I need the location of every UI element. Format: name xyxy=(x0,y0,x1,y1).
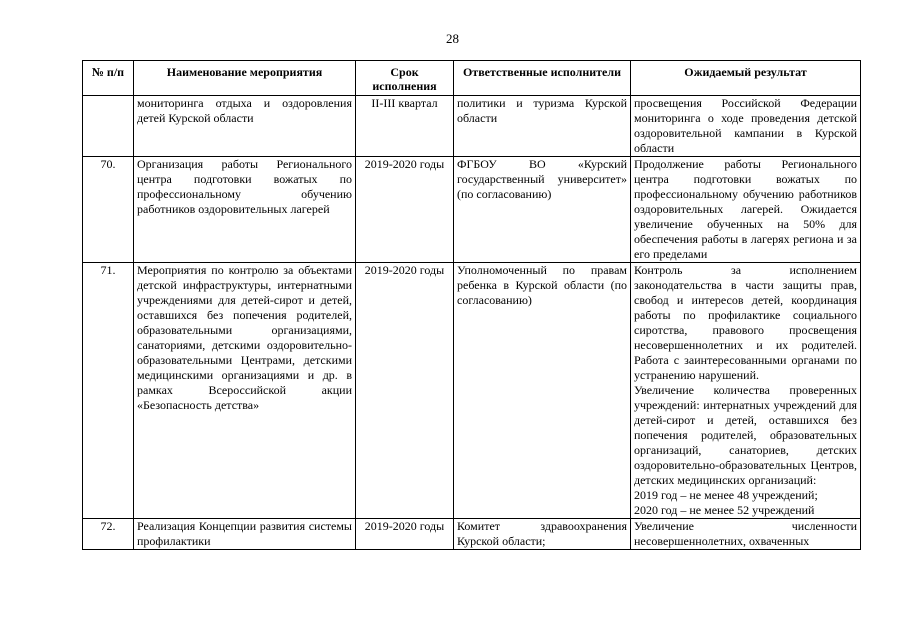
result-paragraph: 2020 год – не менее 52 учреждений xyxy=(634,503,815,517)
page-number: 28 xyxy=(446,31,459,46)
row-term: 2019-2020 годы xyxy=(356,263,454,519)
row-result xyxy=(631,263,861,519)
header-num: № п/п xyxy=(83,61,134,96)
row-executors: политики и туризма Курской области xyxy=(454,96,631,157)
action-plan-table xyxy=(82,60,861,550)
row-event: Мероприятия по контролю за объектами детской инфраструктуры, интернатными учреждениями для детей-сирот и детей, оставшихся без попечения родителей, образовательными организациями, санаториями, детскими оздоровительно-образовательными Центрами, детскими медицинскими организациями и др. в рамках Всероссийской акции «Безопасность детства» xyxy=(134,263,356,519)
result-paragraph: Увеличение численности несовершеннолетних, охваченных xyxy=(634,519,857,548)
result-paragraph: 2019 год – не менее 48 учреждений; xyxy=(634,488,818,502)
header-executors: Ответственные исполнители xyxy=(454,61,631,96)
table-row xyxy=(83,157,861,263)
table-row xyxy=(83,96,861,157)
header-event: Наименование мероприятия xyxy=(134,61,356,96)
row-event: Организация работы Регионального центра подготовки вожатых по профессиональному обучению работников оздоровительных лагерей xyxy=(134,157,356,263)
table-row xyxy=(83,519,861,550)
row-term: 2019-2020 годы xyxy=(356,519,454,550)
row-term: II-III квартал xyxy=(356,96,454,157)
result-paragraph: просвещения Российской Федерации мониторинга о ходе проведения детской оздоровительной кампании в Курской области xyxy=(634,96,857,155)
row-num xyxy=(83,96,134,157)
result-paragraph: Продолжение работы Регионального центра подготовки вожатых по профессиональному обучению работников оздоровительных лагерей. Ожидается увеличение обученных на 50% для обеспечения работы в лагерях региона и за его пределами xyxy=(634,157,857,261)
row-executors: ФГБОУ ВО «Курский государственный университет» (по согласованию) xyxy=(454,157,631,263)
row-num: 72. xyxy=(83,519,134,550)
row-event: мониторинга отдыха и оздоровления детей Курской области xyxy=(134,96,356,157)
row-result xyxy=(631,157,861,263)
row-result xyxy=(631,96,861,157)
result-paragraph: Увеличение количества проверенных учреждений: интернатных учреждений для детей-сирот и детей, оставшихся без попечения родителей, образовательных организаций, санаториев, детских оздоровительно-образовательных Центров, детских медицинских организаций: xyxy=(634,383,857,487)
header-result: Ожидаемый результат xyxy=(631,61,861,96)
row-executors: Уполномоченный по правам ребенка в Курской области (по согласованию) xyxy=(454,263,631,519)
row-event: Реализация Концепции развития системы профилактики xyxy=(134,519,356,550)
table-header-row xyxy=(83,61,861,96)
table-row xyxy=(83,263,861,519)
result-paragraph: Контроль за исполнением законодательства в части защиты прав, свобод и интересов детей, координация работы по профилактике социального сиротства, правового просвещения несовершеннолетних и их родителей. Работа с заинтересованными органами по устранению нарушений. xyxy=(634,263,857,382)
row-executors: Комитет здравоохранения Курской области; xyxy=(454,519,631,550)
row-num: 71. xyxy=(83,263,134,519)
header-term: Срок исполнения xyxy=(356,61,454,96)
row-num: 70. xyxy=(83,157,134,263)
row-result xyxy=(631,519,861,550)
row-term: 2019-2020 годы xyxy=(356,157,454,263)
